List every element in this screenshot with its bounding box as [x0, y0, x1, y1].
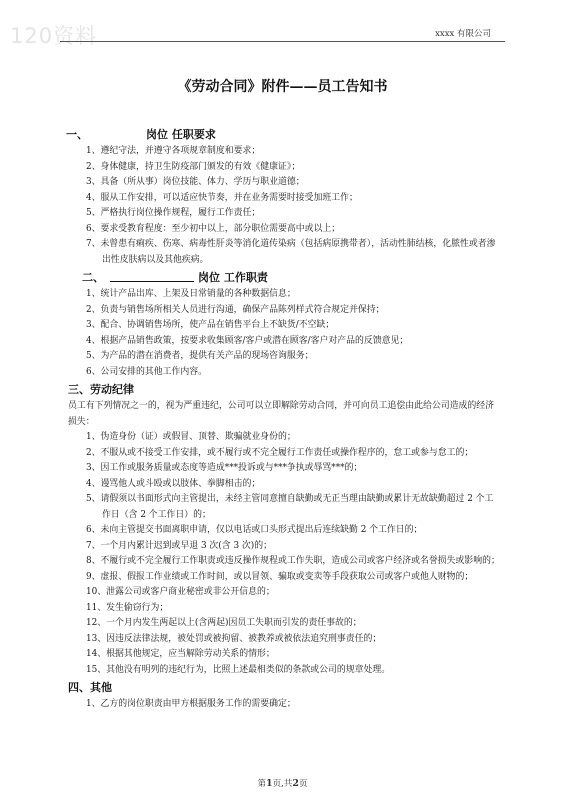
list-item: 5、为产品的潜在消费者，提供有关产品的现场咨询服务；	[86, 351, 314, 361]
section-title: 岗位 任职要求	[146, 128, 216, 141]
list-item: 5、请假须以书面形式向主管提出，未经主管同意擅自缺勤或无正当理由缺勤或累计无故缺勤超过 2 个工作日（含 2 个工作日）的；	[86, 494, 494, 520]
list-item: 7、一个月内累计迟到或早退 3 次(含 3 次)的；	[86, 540, 273, 551]
list-item: 1、伪造身份（证）或假冒、顶替、欺骗就业身份的；	[86, 432, 296, 442]
company-name: xxxx 有限公司	[435, 29, 491, 39]
list-item: 1、统计产品出库、上架及日常销量的各种数据信息；	[86, 289, 296, 299]
section-heading-1	[68, 126, 500, 143]
section-heading-3	[68, 381, 500, 398]
section-number: 三、	[68, 383, 90, 396]
current-page-number: 1	[266, 778, 273, 789]
list-item: 4、根据产品销售政策，按要求收集顾客/客户或潜在顾客/客户对产品的反馈意见；	[86, 335, 409, 346]
header-rule	[60, 41, 505, 42]
page-footer	[0, 777, 565, 789]
position-blank	[110, 270, 194, 282]
total-page-number: 2	[292, 778, 299, 789]
list-item: 1、乙方的岗位职责由甲方根据服务工作的需要确定；	[86, 699, 296, 709]
watermark: 120资料	[10, 24, 98, 48]
list-item: 1、遵纪守法，并遵守各项规章制度和要求；	[86, 146, 261, 156]
list-item: 3、具备（所从事）岗位技能、体力、学历与职业道德；	[86, 177, 305, 187]
list-item: 14、根据其他规定，应当解除劳动关系的情形；	[86, 649, 275, 659]
list-item: 8、不履行或不完全履行工作职责或违反操作规程或工作失职，造成公司或客户经济或名誉损失或影响的；	[86, 556, 500, 566]
list-item: 7、未曾患有痢疾、伤寒、病毒性肝炎等消化道传染病（包括病原携带者），活动性肺结核，化脓性或者渗出性皮肤病以及其他疾病。	[86, 239, 496, 265]
list-item: 4、谩骂他人或斗殴或以肢体、拳脚相击的；	[86, 478, 261, 489]
section-heading-2	[68, 269, 500, 286]
list-item: 10、泄露公司或客户商业秘密或非公开信息的；	[86, 587, 275, 597]
section-number: 一、	[66, 128, 88, 141]
section-title: 其他	[90, 681, 112, 694]
footer-prefix: 第	[257, 779, 267, 789]
section-title: 劳动纪律	[90, 383, 134, 396]
section-intro: 员工有下列情况之一的，视为严重违纪，公司可以立即解除劳动合同，并可向员工追偿由此给公司造成的经济损失：	[68, 401, 494, 427]
list-item: 12、一个月内发生两起以上(含两起)因员工失职而引发的责任事故的；	[86, 618, 362, 628]
document-body	[68, 125, 500, 713]
list-item: 6、要求受教育程度：至少初中以上，部分职位需要高中或以上；	[86, 223, 341, 234]
footer-mid: 页,共	[272, 779, 293, 789]
section-heading-4	[68, 679, 500, 696]
list-item: 9、虚报、假报工作业绩或工作时间，或以冒领、骗取或变卖等手段获取公司或客户或他人财物的；	[86, 571, 474, 582]
list-item: 13、因违反法律法规，被处罚或被拘留、被教养或被依法追究刑事责任的；	[86, 633, 382, 644]
list-item: 2、负责与销售场所相关人员进行沟通，确保产品陈列样式符合规定并保持；	[86, 304, 385, 315]
list-item: 6、未向主管提交书面离职申请，仅以电话或口头形式提出后连续缺勤 2 个工作日的；	[86, 525, 423, 535]
section-title: 岗位 工作职责	[198, 271, 268, 284]
section-number: 二、	[82, 271, 104, 284]
list-item: 3、配合、协调销售场所，使产品在销售平台上不缺货/不空缺；	[86, 320, 335, 330]
list-item: 4、服从工作安排，可以适应快节奏，并在业务需要时接受加班工作；	[86, 192, 358, 203]
list-item: 2、不服从或不接受工作安排，或不履行或不完全履行工作责任或操作程序的，怠工或参与怠工的；	[86, 447, 474, 458]
document-title: 《劳动合同》附件——员工告知书	[177, 79, 388, 95]
list-item: 5、严格执行岗位操作规程，履行工作责任；	[86, 208, 261, 218]
list-item: 3、因工作或服务质量或态度等造成***投诉或与***争执或辱骂***的；	[86, 463, 363, 473]
section-number: 四、	[68, 681, 90, 694]
list-item: 15、其他没有明列的违纪行为，比照上述最相类似的条款或公司的规章处理。	[86, 664, 391, 675]
list-item: 11、发生偷窃行为；	[86, 602, 169, 613]
list-item: 2、身体健康，持卫生防疫部门颁发的有效《健康证》；	[86, 161, 301, 172]
footer-suffix: 页	[298, 779, 308, 789]
list-item: 6、公司安排的其他工作内容。	[86, 366, 208, 377]
